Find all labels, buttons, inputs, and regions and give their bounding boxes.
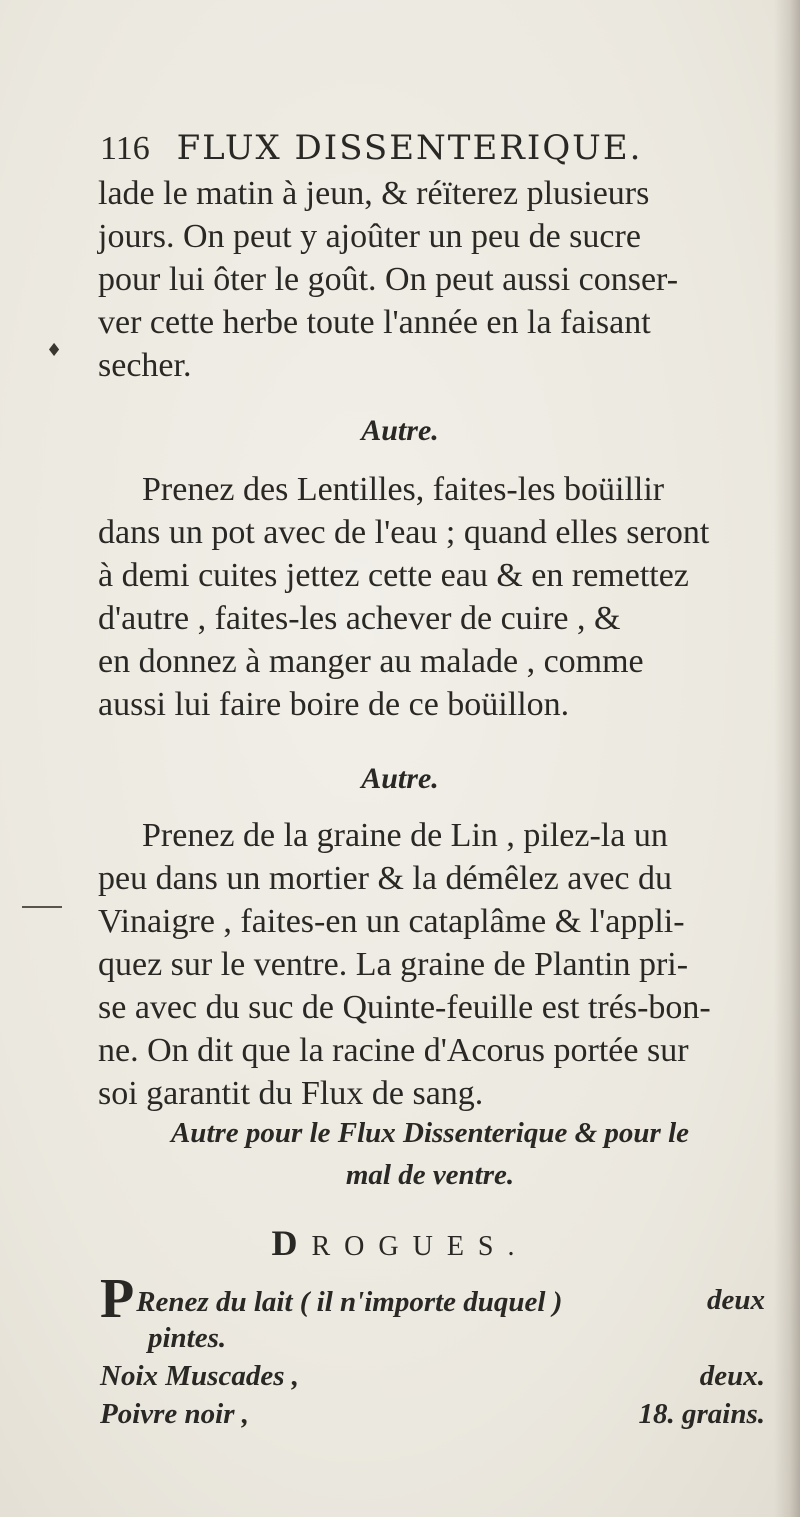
- recipe-row: [100, 1398, 765, 1436]
- text-line: d'autre , faites-les achever de cuire , &: [98, 600, 621, 637]
- page-header: [100, 128, 760, 168]
- text-line: Vinaigre , faites-en un cataplâme & l'appli-: [98, 903, 685, 940]
- recipe-quantity: deux: [707, 1284, 765, 1316]
- text-line: Prenez de la graine de Lin , pilez-la un: [142, 817, 668, 854]
- text-line: à demi cuites jettez cette eau & en remettez: [98, 557, 689, 594]
- recipe-item: Poivre noir ,: [100, 1398, 250, 1430]
- recipe-row: [100, 1322, 765, 1360]
- text-line: se avec du suc de Quinte-feuille est trés-bon-: [98, 989, 711, 1026]
- text-line: peu dans un mortier & la démêlez avec du: [98, 860, 672, 897]
- drop-capital: P: [100, 1268, 135, 1330]
- page-number: 116: [100, 130, 150, 167]
- drogues-heading: [0, 1222, 800, 1264]
- text-line: jours. On peut y ajoûter un peu de sucre: [98, 218, 641, 255]
- recipe-item: pintes.: [148, 1322, 227, 1354]
- heading-line: mal de ventre.: [345, 1159, 515, 1191]
- text-line: dans un pot avec de l'eau ; quand elles seront: [98, 514, 710, 551]
- margin-dash: [22, 906, 62, 908]
- text-line: Prenez des Lentilles, faites-les boüillir: [142, 471, 665, 508]
- paragraph-1: [98, 172, 766, 387]
- page-edge-shadow: [774, 0, 800, 1517]
- text-line: pour lui ôter le goût. On peut aussi conser-: [98, 261, 679, 298]
- text-line: aussi lui faire boire de ce boüillon.: [98, 686, 570, 723]
- recipe-row: [100, 1268, 765, 1330]
- drogues-rest: ROGUES.: [311, 1231, 529, 1262]
- section-heading: Autre.: [361, 762, 439, 795]
- text-line: soi garantit du Flux de sang.: [98, 1075, 484, 1112]
- text-line: ver cette herbe toute l'année en la faisant: [98, 304, 651, 341]
- recipe-list: [100, 1268, 765, 1436]
- text-line: lade le matin à jeun, & réïterez plusieurs: [98, 175, 650, 212]
- drogues-initial: D: [271, 1223, 312, 1263]
- paragraph-2: [98, 468, 766, 726]
- recipe-item: Renez du lait ( il n'importe duquel ): [136, 1286, 563, 1318]
- section-heading: Autre.: [361, 414, 439, 447]
- section-heading-long: [90, 1112, 770, 1196]
- text-line: quez sur le ventre. La graine de Plantin pri-: [98, 946, 689, 983]
- text-line: ne. On dit que la racine d'Acorus portée sur: [98, 1032, 689, 1069]
- recipe-quantity: deux.: [699, 1360, 765, 1392]
- text-line: secher.: [98, 347, 192, 384]
- text-line: en donnez à manger au malade , comme: [98, 643, 644, 680]
- recipe-quantity: 18. grains.: [638, 1398, 765, 1430]
- recipe-item: Noix Muscades ,: [100, 1360, 299, 1392]
- margin-mark: ♦: [46, 340, 63, 361]
- running-title: FLUX DISSENTERIQUE.: [176, 128, 643, 168]
- recipe-row: [100, 1360, 765, 1398]
- paragraph-3: [98, 814, 766, 1115]
- heading-line: Autre pour le Flux Dissenterique & pour le: [170, 1117, 690, 1149]
